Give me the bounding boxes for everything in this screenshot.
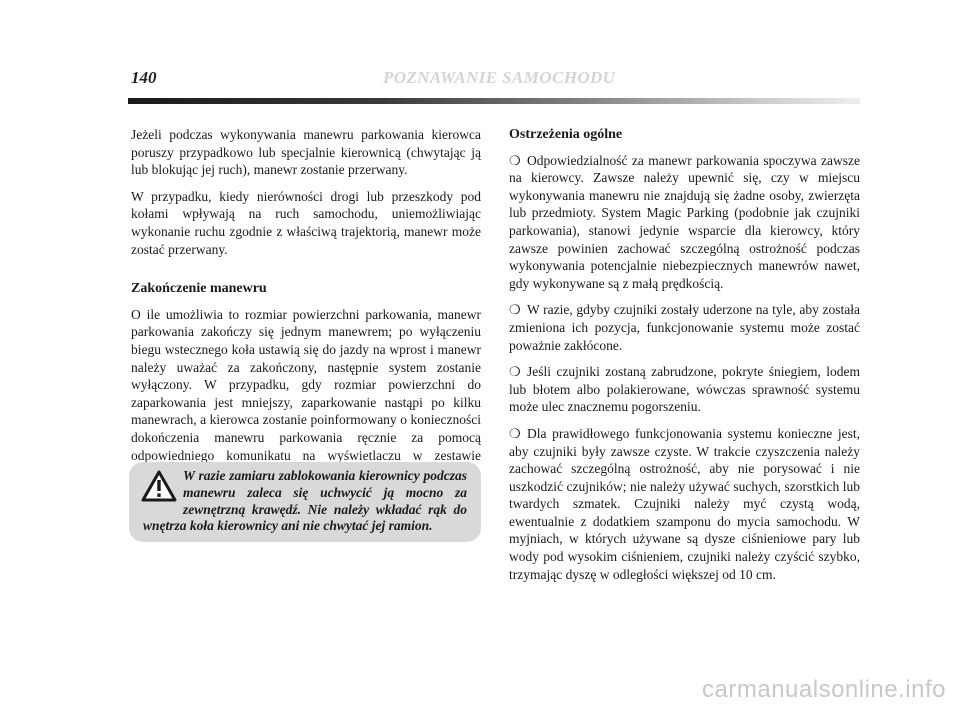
section-heading: Ostrzeżenia ogólne bbox=[509, 127, 623, 142]
left-column bbox=[131, 126, 481, 491]
circle-bullet-icon: ❍ bbox=[509, 425, 521, 441]
bullet-text: Jeśli czujniki zostaną zabrudzone, pokryte śniegiem, lodem lub błotem albo polakierowane, wówczas sprawność systemu może ulec znacznemu pogorszeniu. bbox=[509, 364, 860, 415]
bullet-item bbox=[509, 425, 860, 583]
circle-bullet-icon: ❍ bbox=[509, 364, 521, 380]
section-title: POZNAWANIE SAMOCHODU bbox=[383, 68, 616, 87]
paragraph: W przypadku, kiedy nierówności drogi lub przeszkody pod kołami wpływają na ruch samochodu, uniemożliwiając wykonanie ruchu zgodnie z właściwą trajektorią, manewr może zostać przerwany. bbox=[131, 188, 481, 257]
bullet-item bbox=[509, 301, 860, 354]
right-column bbox=[509, 126, 860, 592]
bullet-item bbox=[509, 152, 860, 293]
page-number: 140 bbox=[131, 68, 157, 87]
bullet-item bbox=[509, 363, 860, 416]
header-rule bbox=[128, 98, 860, 104]
bullet-text: Dla prawidłowego funkcjonowania systemu konieczne jest, aby czujniki były zawsze czyste. W trakcie czyszczenia należy zachować szczególną ostrożność, aby nie porysować i nie uszkodzić czujników; nie należy używać suchych, szorstkich lub twardych szmatek. Czujniki należy myć czystą wodą, ewentualnie z dodatkiem szamponu do mycia samochodu. W myjniach, w których używane są dysze ciśnieniowe pary lub wody pod wysokim ciśnieniem, czujniki należy czyścić szybko, trzymając dyszę w odległości większej od 10 cm. bbox=[509, 425, 860, 582]
section-heading: Zakończenie manewru bbox=[131, 281, 267, 297]
circle-bullet-icon: ❍ bbox=[509, 152, 521, 168]
circle-bullet-icon: ❍ bbox=[509, 302, 521, 318]
bullet-text: Odpowiedzialność za manewr parkowania spoczywa zawsze na kierowcy. Zawsze należy upewnić się, czy w miejscu wykonywania manewru nie znajdują się żadne osoby, zwierzęta lub przedmioty. System Magic Parking (podobnie jak czujniki parkowania), stanowi jedynie wsparcie dla kierowcy, który zawsze powinien zachować szczególną ostrożność podczas wykonywania potencjalnie niebezpiecznych manewrów nawet, gdy wykonywane są z małą prędkością. bbox=[509, 152, 860, 291]
warning-text: W razie zamiaru zablokowania kierownicy podczas manewru zaleca się uchwycić ją mocno za zewnętrzną krawędź. Nie należy wkładać rąk do wnętrza koła kierownicy ani nie chwytać jej ramion. bbox=[143, 468, 467, 534]
paragraph: Jeżeli podczas wykonywania manewru parkowania kierowca poruszy przypadkowo lub specjalnie kierownicą (chwytając ją lub blokując jej ruch), manewr zostanie przerwany. bbox=[131, 127, 481, 178]
watermark: carmanualsonline.info bbox=[702, 676, 946, 703]
bullet-text: W razie, gdyby czujniki zostały uderzone na tyle, aby została zmieniona ich pozycja, funkcjonowanie systemu może zostać poważnie zakłócone. bbox=[509, 302, 860, 353]
paragraph: O ile umożliwia to rozmiar powierzchni parkowania, manewr parkowania zakończy się jednym manewrem; po wyłączeniu biegu wstecznego koła ustawią się do jazdy na wprost i manewr należy uważać za zakończony, następnie system zostanie wyłączony. W przypadku, gdy rozmiar powierzchni do zaparkowania jest mniejszy, zaparkowanie nastąpi po kilku manewrach, a kierowca zostanie poinformowany o konieczności dokończenia manewru parkowania ręcznie za pomocą odpowiedniego komunikatu na wyświetlaczu w zestawie bbox=[131, 306, 481, 463]
warning-box bbox=[129, 462, 481, 542]
